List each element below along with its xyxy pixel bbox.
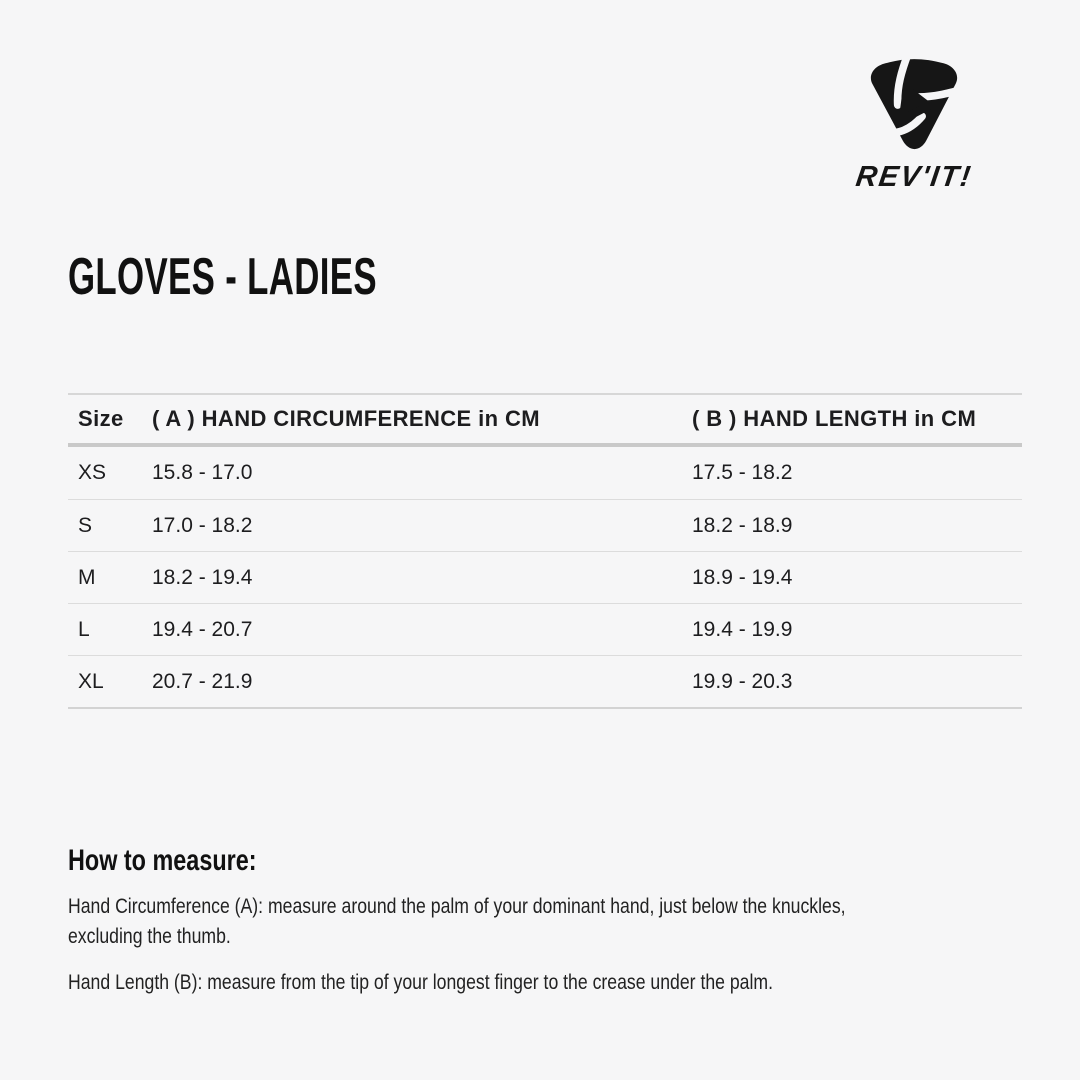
- table-row-l: [68, 603, 1022, 655]
- hand-circumference-cell: 15.8 - 17.0: [152, 461, 253, 484]
- size-cell: M: [78, 565, 96, 589]
- hand-length-cell: 18.2 - 18.9: [692, 513, 793, 537]
- hand-length-cell: 19.4 - 19.9: [692, 617, 793, 641]
- hand-length-cell: 18.9 - 19.4: [692, 565, 793, 589]
- hand-circumference-instruction: Hand Circumference (A): measure around the palm of your dominant hand, just below the knuckles, excluding the thumb.: [68, 895, 846, 948]
- hand-circumference-cell: 18.2 - 19.4: [152, 565, 253, 589]
- how-to-measure-heading: How to measure:: [68, 844, 257, 877]
- table-row-xl: [68, 655, 1022, 707]
- column-header-size: Size: [78, 406, 124, 431]
- brand-logo: [838, 52, 990, 194]
- hand-circumference-cell: 19.4 - 20.7: [152, 617, 253, 641]
- size-chart-header-row: [68, 395, 1022, 447]
- hand-circumference-cell: 20.7 - 21.9: [152, 669, 253, 693]
- table-row-s: [68, 499, 1022, 551]
- hand-circumference-cell: 17.0 - 18.2: [152, 513, 253, 537]
- size-cell: S: [78, 513, 93, 537]
- revit-shield-icon: [858, 52, 970, 154]
- size-chart-body: [68, 447, 1022, 707]
- how-to-measure-body: [68, 892, 908, 998]
- size-cell: XS: [78, 461, 107, 484]
- size-cell: XL: [78, 669, 104, 693]
- how-to-measure-section: [68, 844, 1068, 998]
- hand-length-cell: 19.9 - 20.3: [692, 669, 793, 693]
- table-row-xs: [68, 447, 1022, 499]
- page-title: GLOVES - LADIES: [68, 248, 377, 306]
- table-row-m: [68, 551, 1022, 603]
- size-cell: L: [78, 617, 90, 641]
- column-header-hand-circumference: ( A ) HAND CIRCUMFERENCE in CM: [152, 406, 541, 431]
- column-header-hand-length: ( B ) HAND LENGTH in CM: [692, 406, 977, 431]
- brand-name: REV'IT!: [853, 161, 975, 193]
- hand-length-instruction: Hand Length (B): measure from the tip of your longest finger to the crease under the palm.: [68, 971, 774, 994]
- hand-length-cell: 17.5 - 18.2: [692, 461, 793, 484]
- size-chart-table: [68, 393, 1022, 709]
